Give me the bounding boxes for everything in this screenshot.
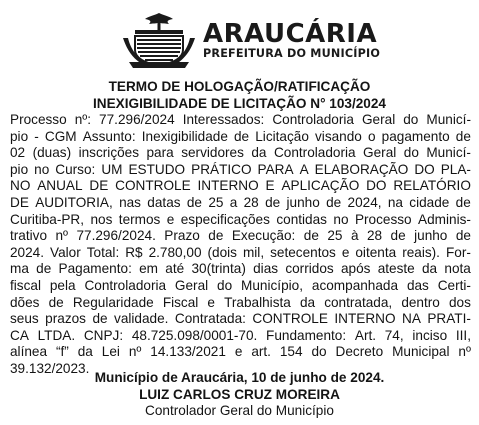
body-word: Geral [361,112,396,127]
body-line [10,245,471,262]
body-word: E [265,178,275,194]
body-word: PARA [257,161,294,177]
body-line [10,212,471,229]
body-word: de [455,128,471,144]
body-word: para [146,145,174,161]
body-word: DE [10,194,29,210]
body-word: nas [119,194,141,210]
body-word: Art. [354,327,377,343]
body-word: CA [10,327,29,343]
body-line [10,129,471,146]
body-word: Execução: [231,228,296,244]
body-word: dos [448,294,471,310]
body-word: termos [118,211,161,227]
body-word: das [406,277,429,293]
body-word: de [92,311,108,327]
body-word: dentro [401,294,440,310]
body-word: “f” [55,344,69,360]
body-word: Processo [10,112,67,127]
body-word: PRÁTICO [191,161,252,177]
body-word: oitenta [355,244,397,260]
body-word: Contratada: [174,311,246,327]
body-word: Decreto [335,344,384,360]
body-word: 25 [208,194,224,210]
body-word: ESTUDO [128,161,186,177]
body-word: dias [253,261,279,277]
body-word: 14.133/2021 [150,344,226,360]
body-word: CONTROLE [252,311,328,327]
body-word: Valor [50,244,81,260]
body-word: PRATI- [427,311,471,327]
body-word: inciso [412,327,448,343]
body-word: INTERNO [197,178,259,194]
body-line [10,261,471,278]
body-word: Assunto: [82,128,136,144]
body-word: 48.725.098/0001-70. [131,327,258,343]
signer-name: LUIZ CARLOS CRUZ MOREIRA [139,386,340,402]
body-word: NO [10,178,31,194]
body-word: da [251,145,267,161]
body-word: DO [414,161,435,177]
body-line [10,344,471,361]
body-word: Trabalhista [224,294,291,310]
body-word: Licitação [255,128,309,144]
body-line [10,311,471,328]
body-word: INTERNO [334,311,396,327]
body-word: inscrições [78,145,140,161]
body-word: do [403,145,419,161]
body-word: 2.780,00 [148,244,202,260]
body-word: pio [10,161,29,177]
body-word: validade. [114,311,169,327]
body-word: UM [101,161,123,177]
body-word: do [217,277,233,293]
body-word: nº [55,228,69,244]
body-word: 77.296/2024. [76,228,156,244]
body-word: acompanhada [311,277,399,293]
body-word: 154 [279,344,303,360]
body-word: Prazo [164,228,200,244]
body-word: datas [147,194,181,210]
body-word: após [340,261,371,277]
body-word: pagamento [381,128,450,144]
body-line [10,162,471,179]
brand-name: ARAUCÁRIA [203,19,378,49]
body-word: R$ [125,244,143,260]
signer-role: Controlador Geral do Município [145,403,334,418]
body-word: APLICAÇÃO [281,178,360,194]
body-word: de [208,228,224,244]
body-word: ANUAL [37,178,83,194]
body-word: CNPJ: [83,327,124,343]
body-word: Certi- [437,277,471,293]
body-word: Inexigibilidade [141,128,228,144]
body-word: e [234,344,243,360]
body-word: nota [444,261,471,277]
body-word: A [299,161,309,177]
body-word: mil, [242,244,265,260]
body-word: - [34,128,39,144]
body-word: Curso: [55,161,96,177]
body-word: do [403,112,419,127]
body-word: de [390,228,406,244]
body-word: CGM [44,128,77,144]
body-word: no [333,211,349,227]
body-word: 28 [243,194,259,210]
body-word: 28 [366,228,383,244]
body-word: à [350,228,359,244]
body-word: de [48,294,64,310]
body-word: a [229,194,238,210]
body-word: ma [10,261,29,277]
body-word: Controladoria [84,277,167,293]
body-word: de [234,128,250,144]
document-subtitle: INEXIGIBILIDADE DE LICITAÇÃO N° 103/2024 [93,95,386,111]
brand-subtitle: PREFEITURA DO MUNICÍPIO [203,47,381,60]
body-word: do [311,344,327,360]
municipal-crest-icon [119,10,199,70]
body-word: AUDITORIA, [35,194,113,210]
body-word: de [303,228,319,244]
body-word: nº [128,344,142,360]
body-word: alínea [10,344,48,360]
body-word: na [387,194,403,210]
body-word: no [34,161,50,177]
body-word: Municí- [426,112,471,127]
body-word: e [341,244,350,260]
body-word: CONTROLE [115,178,191,194]
body-word: de [455,194,471,210]
body-word: ELABORAÇÃO [314,161,409,177]
body-word: LTDA. [37,327,76,343]
body-word: Municipal [392,344,450,360]
body-word: Geral [363,145,397,161]
body-word: Município, [241,277,304,293]
body-line [10,112,471,129]
body-word: Controladoria [273,145,356,161]
body-word: Curitiba-PR, [10,211,85,227]
body-word: Total: [86,244,120,260]
body-line [10,295,471,312]
body-word: Interessados: [182,112,265,127]
body-word: de [326,194,342,210]
body-word: cidade [409,194,450,210]
body-word: setecentos [270,244,336,260]
body-word: trativo [10,228,48,244]
body-word: contidas [276,211,327,227]
body-word: 2024. [10,244,45,260]
body-word: de [455,228,471,244]
body-word: dões [10,294,40,310]
body-word: pio [10,128,29,144]
body-word: nº [458,344,471,360]
body-word: especificações [180,211,270,227]
body-word: (duas) [32,145,72,161]
body-word: Fiscal [162,294,199,310]
body-word: Geral [174,277,209,293]
body-word: 25 [327,228,343,244]
body-line: 39.132/2023. [10,360,90,376]
body-word: Controladoria [272,112,354,127]
body-word: corridos [285,261,334,277]
body-word: reais). [402,244,440,260]
brand-block [203,21,380,60]
body-word: nos [90,211,113,227]
body-word: 2024, [347,194,382,210]
body-word: DO [366,178,387,194]
document-title: TERMO DE HOLOGAÇÃO/RATIFICAÇÃO [108,79,371,94]
body-word: NA [402,311,421,327]
body-word: 02 [10,145,26,161]
body-word: visando [315,128,362,144]
body-word: Pagamento: [58,261,132,277]
body-word: de [186,194,202,210]
body-word: Fundamento: [266,327,347,343]
body-word: e [207,294,215,310]
body-word: seus [10,311,39,327]
body-word: Municí- [426,145,471,161]
document-titles [0,79,479,112]
body-word: prazos [45,311,86,327]
body-word: PLA- [440,161,471,177]
body-word: de [265,194,281,210]
body-word: 74, [384,327,404,343]
body-line [10,195,471,212]
body-word: e [166,211,175,227]
document-body [10,112,471,378]
body-word: até [165,261,185,277]
body-word: pela [49,277,76,293]
body-line [10,145,471,162]
body-word: For- [445,244,471,260]
body-word: em [139,261,159,277]
body-word: da [299,294,316,310]
body-word: nº: [74,112,92,127]
body-word: Adminis- [418,211,471,227]
body-word: 77.296/2024 [99,112,175,127]
body-line [10,328,471,345]
document-header [0,8,479,72]
body-word: art. [251,344,271,360]
body-line [10,228,471,245]
place-date: Município de Araucária, 10 de junho de 2024. [94,370,385,385]
body-word: da [77,344,93,360]
body-word: contratada, [324,294,393,310]
body-word: III, [455,327,471,343]
body-word: de [36,261,52,277]
body-word: DE [89,178,109,194]
body-word: Lei [101,344,120,360]
body-word: o [367,128,376,144]
body-word: servidores [181,145,244,161]
body-word: Regularidade [72,294,154,310]
body-word: da [422,261,438,277]
body-word: (dois [207,244,237,260]
body-word: RELATÓRIO [393,178,471,194]
body-word: 30(trinta) [191,261,246,277]
body-word: junho [414,228,448,244]
body-word: Processo [354,211,412,227]
signature-block [0,370,479,420]
body-line [10,178,471,195]
body-word: fiscal [10,277,41,293]
body-word: ateste [377,261,415,277]
body-line [10,278,471,295]
body-word: junho [286,194,320,210]
